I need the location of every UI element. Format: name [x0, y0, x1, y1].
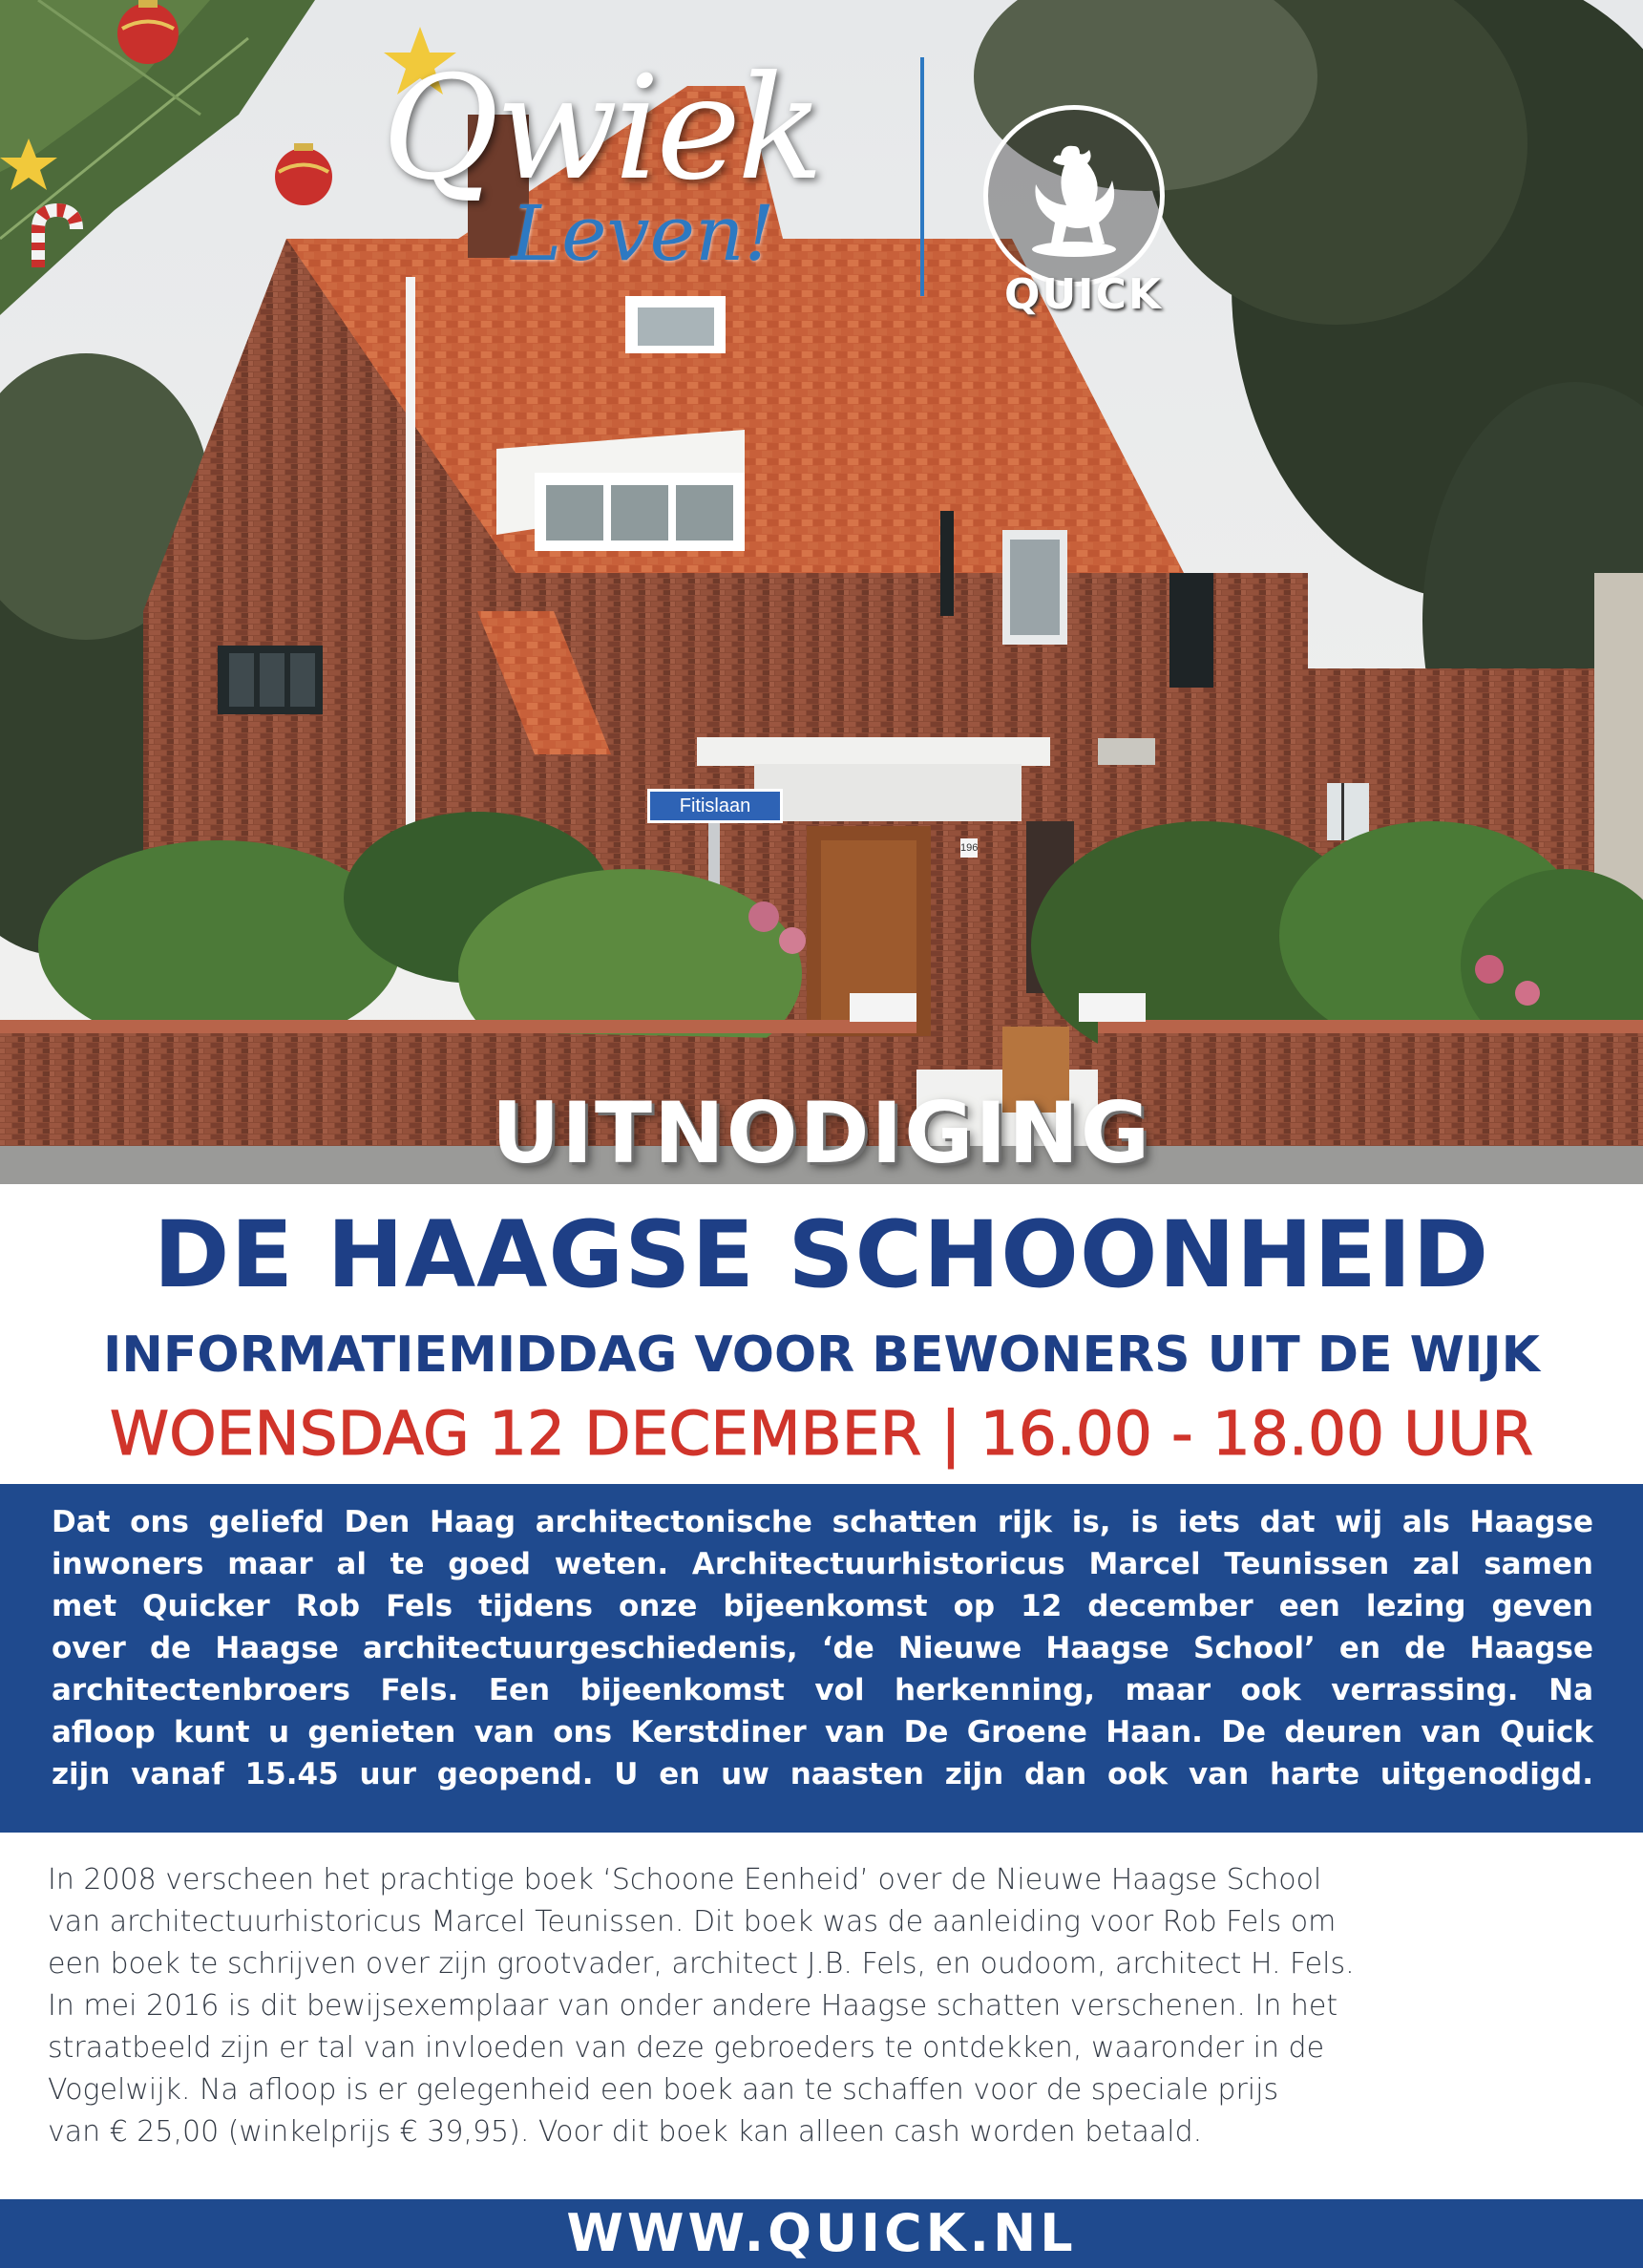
book-line: Vogelwijk. Na afloop is er gelegenheid een boek aan te schaffen voor de speciale prijs: [48, 2073, 1279, 2107]
intro-line: Dat ons geliefd Den Haag architectonische schatten rijk is, is iets dat wij als Haagse: [52, 1505, 1593, 1539]
book-line: In mei 2016 is dit bewijsexemplaar van onder andere Haagse schatten verschenen. In het: [48, 1989, 1338, 2023]
event-headline: DE HAAGSE SCHOONHEID: [153, 1201, 1490, 1308]
invitation-title: UITNODIGING: [491, 1084, 1152, 1182]
street-sign: Fitislaan: [647, 789, 783, 823]
house-number: 196: [960, 838, 978, 858]
book-line: van € 25,00 (winkelprijs € 39,95). Voor dit boek kan alleen cash worden betaald.: [48, 2115, 1203, 2149]
book-paragraph: [48, 1859, 1594, 2153]
leven-logo-text: Leven!: [511, 189, 775, 278]
book-line: straatbeeld zijn er tal van invloeden van deze gebroeders te ontdekken, waaronder in de: [48, 2031, 1325, 2065]
qwiek-logo: Qwiek: [382, 46, 821, 212]
intro-line: afloop kunt u genieten van ons Kerstdiner van De Groene Haan. De deuren van Quick: [52, 1715, 1593, 1749]
book-line: In 2008 verscheen het prachtige boek ‘Schoone Eenheid’ over de Nieuwe Haagse School: [48, 1863, 1322, 1897]
intro-line: over de Haagse architectuurgeschiedenis, ‘de Nieuwe Haagse School’ en de Haagse: [52, 1631, 1593, 1665]
intro-line: zijn vanaf 15.45 uur geopend. U en uw naasten zijn dan ook van harte uitgenodigd.: [52, 1757, 1593, 1791]
event-subheadline: INFORMATIEMIDDAG VOOR BEWONERS UIT DE WIJK: [103, 1326, 1540, 1384]
intro-line: met Quicker Rob Fels tijdens onze bijeenkomst op 12 december een lezing geven: [52, 1589, 1593, 1623]
quick-logo-text: QUICK: [1004, 270, 1163, 319]
book-line: van architectuurhistoricus Marcel Teunissen. Dit boek was de aanleiding voor Rob Fels om: [48, 1905, 1337, 1939]
book-block: [0, 1833, 1643, 2205]
intro-block: [0, 1484, 1643, 1833]
rooster-icon: [1007, 127, 1141, 261]
logo-divider: [920, 57, 924, 296]
intro-line: inwoners maar al te goed weten. Architectuurhistoricus Marcel Teunissen zal samen: [52, 1547, 1593, 1581]
event-date-time: WOENSDAG 12 DECEMBER | 16.00 - 18.00 UUR: [109, 1399, 1534, 1469]
book-line: een boek te schrijven over zijn grootvader, architect J.B. Fels, en oudoom, architect H. Fels.: [48, 1947, 1355, 1981]
intro-line: architectenbroers Fels. Een bijeenkomst vol herkenning, maar ook verrassing. Na: [52, 1673, 1593, 1707]
website-footer[interactable]: WWW.QUICK.NL: [0, 2199, 1643, 2268]
intro-paragraph: [52, 1501, 1593, 1795]
quick-logo-badge: [983, 105, 1165, 286]
